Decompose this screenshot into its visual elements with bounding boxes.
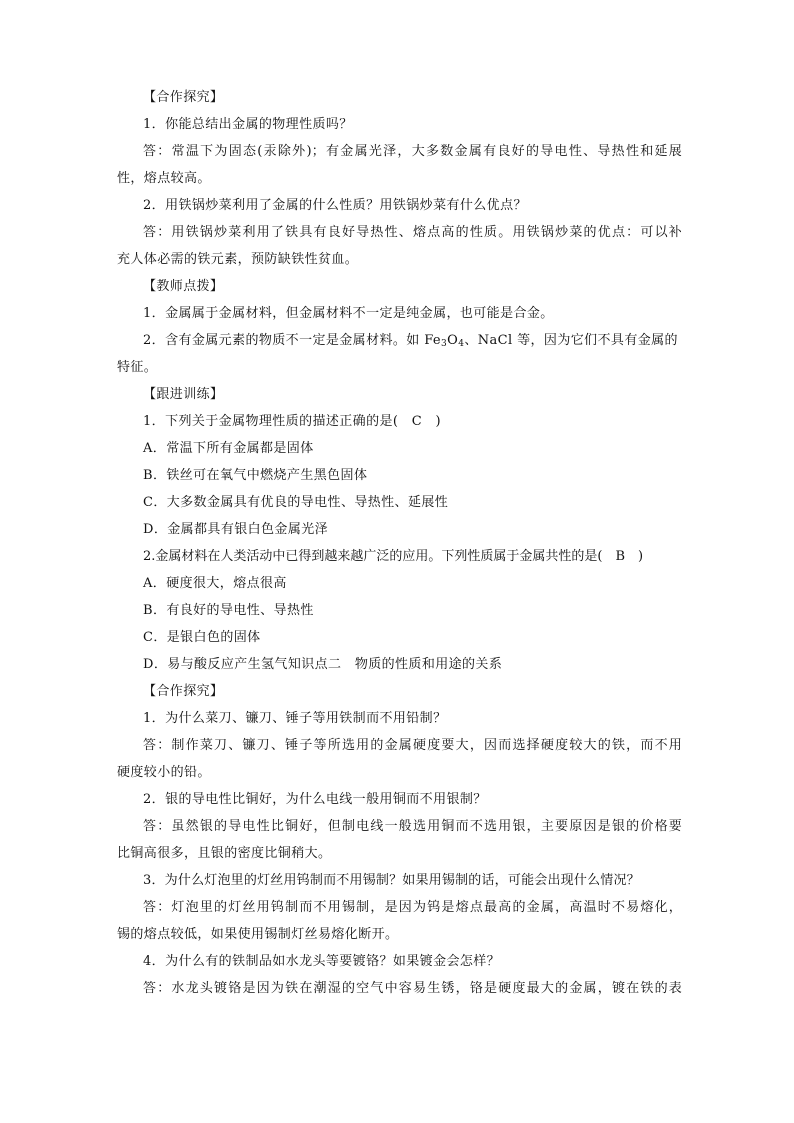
section-heading: 【合作探究】 — [143, 684, 224, 699]
answer-line: 性，熔点较高。 — [117, 171, 211, 186]
answer-line: 硬度较小的铅。 — [117, 765, 211, 780]
exercise-question: 2.金属材料在人类活动中已得到越来越广泛的应用。下列性质属于金属共性的是( B ) — [143, 549, 644, 564]
question: 2．用铁锅炒菜利用了金属的什么性质？用铁锅炒菜有什么优点？ — [143, 198, 527, 213]
answer-line: 答：水龙头镀铬是因为铁在潮湿的空气中容易生锈，铬是硬度最大的金属，镀在铁的表 — [143, 981, 682, 996]
option-d: D．易与酸反应产生氢气知识点二 物质的性质和用途的关系 — [143, 657, 503, 672]
section-heading: 【跟进训练】 — [143, 387, 224, 402]
answer-line: 锡的熔点较低，如果使用锡制灯丝易熔化断开。 — [117, 927, 399, 942]
exercise-question: 1．下列关于金属物理性质的描述正确的是( C ) — [143, 414, 441, 429]
option-c: C．是银白色的固体 — [143, 630, 261, 645]
answer-line: 答：虽然银的导电性比铜好，但制电线一般选用铜而不选用银，主要原因是银的价格要 — [143, 819, 682, 834]
answer-line: 比铜高很多，且银的密度比铜稍大。 — [117, 846, 332, 861]
question: 1．为什么菜刀、镰刀、锤子等用铁制而不用铅制？ — [143, 711, 447, 726]
option-d: D．金属都具有银白色金属光泽 — [143, 522, 329, 537]
document-page — [117, 88, 682, 1006]
answer-line: 答：制作菜刀、镰刀、锤子等所选用的金属硬度要大，因而选择硬度较大的铁，而不用 — [143, 738, 682, 753]
option-b: B．铁丝可在氧气中燃烧产生黑色固体 — [143, 468, 368, 483]
option-a: A．常温下所有金属都是固体 — [143, 441, 314, 456]
option-c: C．大多数金属具有优良的导电性、导热性、延展性 — [143, 495, 449, 510]
question: 4．为什么有的铁制品如水龙头等要镀铬？如果镀金会怎样？ — [143, 954, 501, 969]
tip-paragraph-continued: 特征。 — [117, 360, 158, 375]
section-heading: 【合作探究】 — [143, 90, 224, 105]
question: 3．为什么灯泡里的灯丝用钨制而不用锡制？如果用锡制的话，可能会出现什么情况？ — [143, 873, 640, 888]
option-a: A．硬度很大，熔点很高 — [143, 576, 287, 591]
tip-paragraph: 1．金属属于金属材料，但金属材料不一定是纯金属，也可能是合金。 — [143, 306, 554, 321]
answer-line: 充人体必需的铁元素，预防缺铁性贫血。 — [117, 252, 359, 267]
answer-line: 答：常温下为固态(汞除外)；有金属光泽，大多数金属有良好的导电性、导热性和延展 — [143, 144, 682, 159]
section-heading: 【教师点拨】 — [143, 279, 224, 294]
tip-paragraph: 2．含有金属元素的物质不一定是金属材料。如 $Fe_3O_4$、NaCl 等，因为它们不具有金属的 — [143, 333, 678, 349]
answer-line: 答：灯泡里的灯丝用钨制而不用锡制，是因为钨是熔点最高的金属，高温时不易熔化， — [143, 900, 682, 915]
option-b: B．有良好的导电性、导热性 — [143, 603, 314, 618]
answer-line: 答：用铁锅炒菜利用了铁具有良好导热性、熔点高的性质。用铁锅炒菜的优点：可以补 — [143, 225, 682, 240]
question: 2．银的导电性比铜好，为什么电线一般用铜而不用银制？ — [143, 792, 487, 807]
question: 1．你能总结出金属的物理性质吗？ — [143, 117, 353, 132]
